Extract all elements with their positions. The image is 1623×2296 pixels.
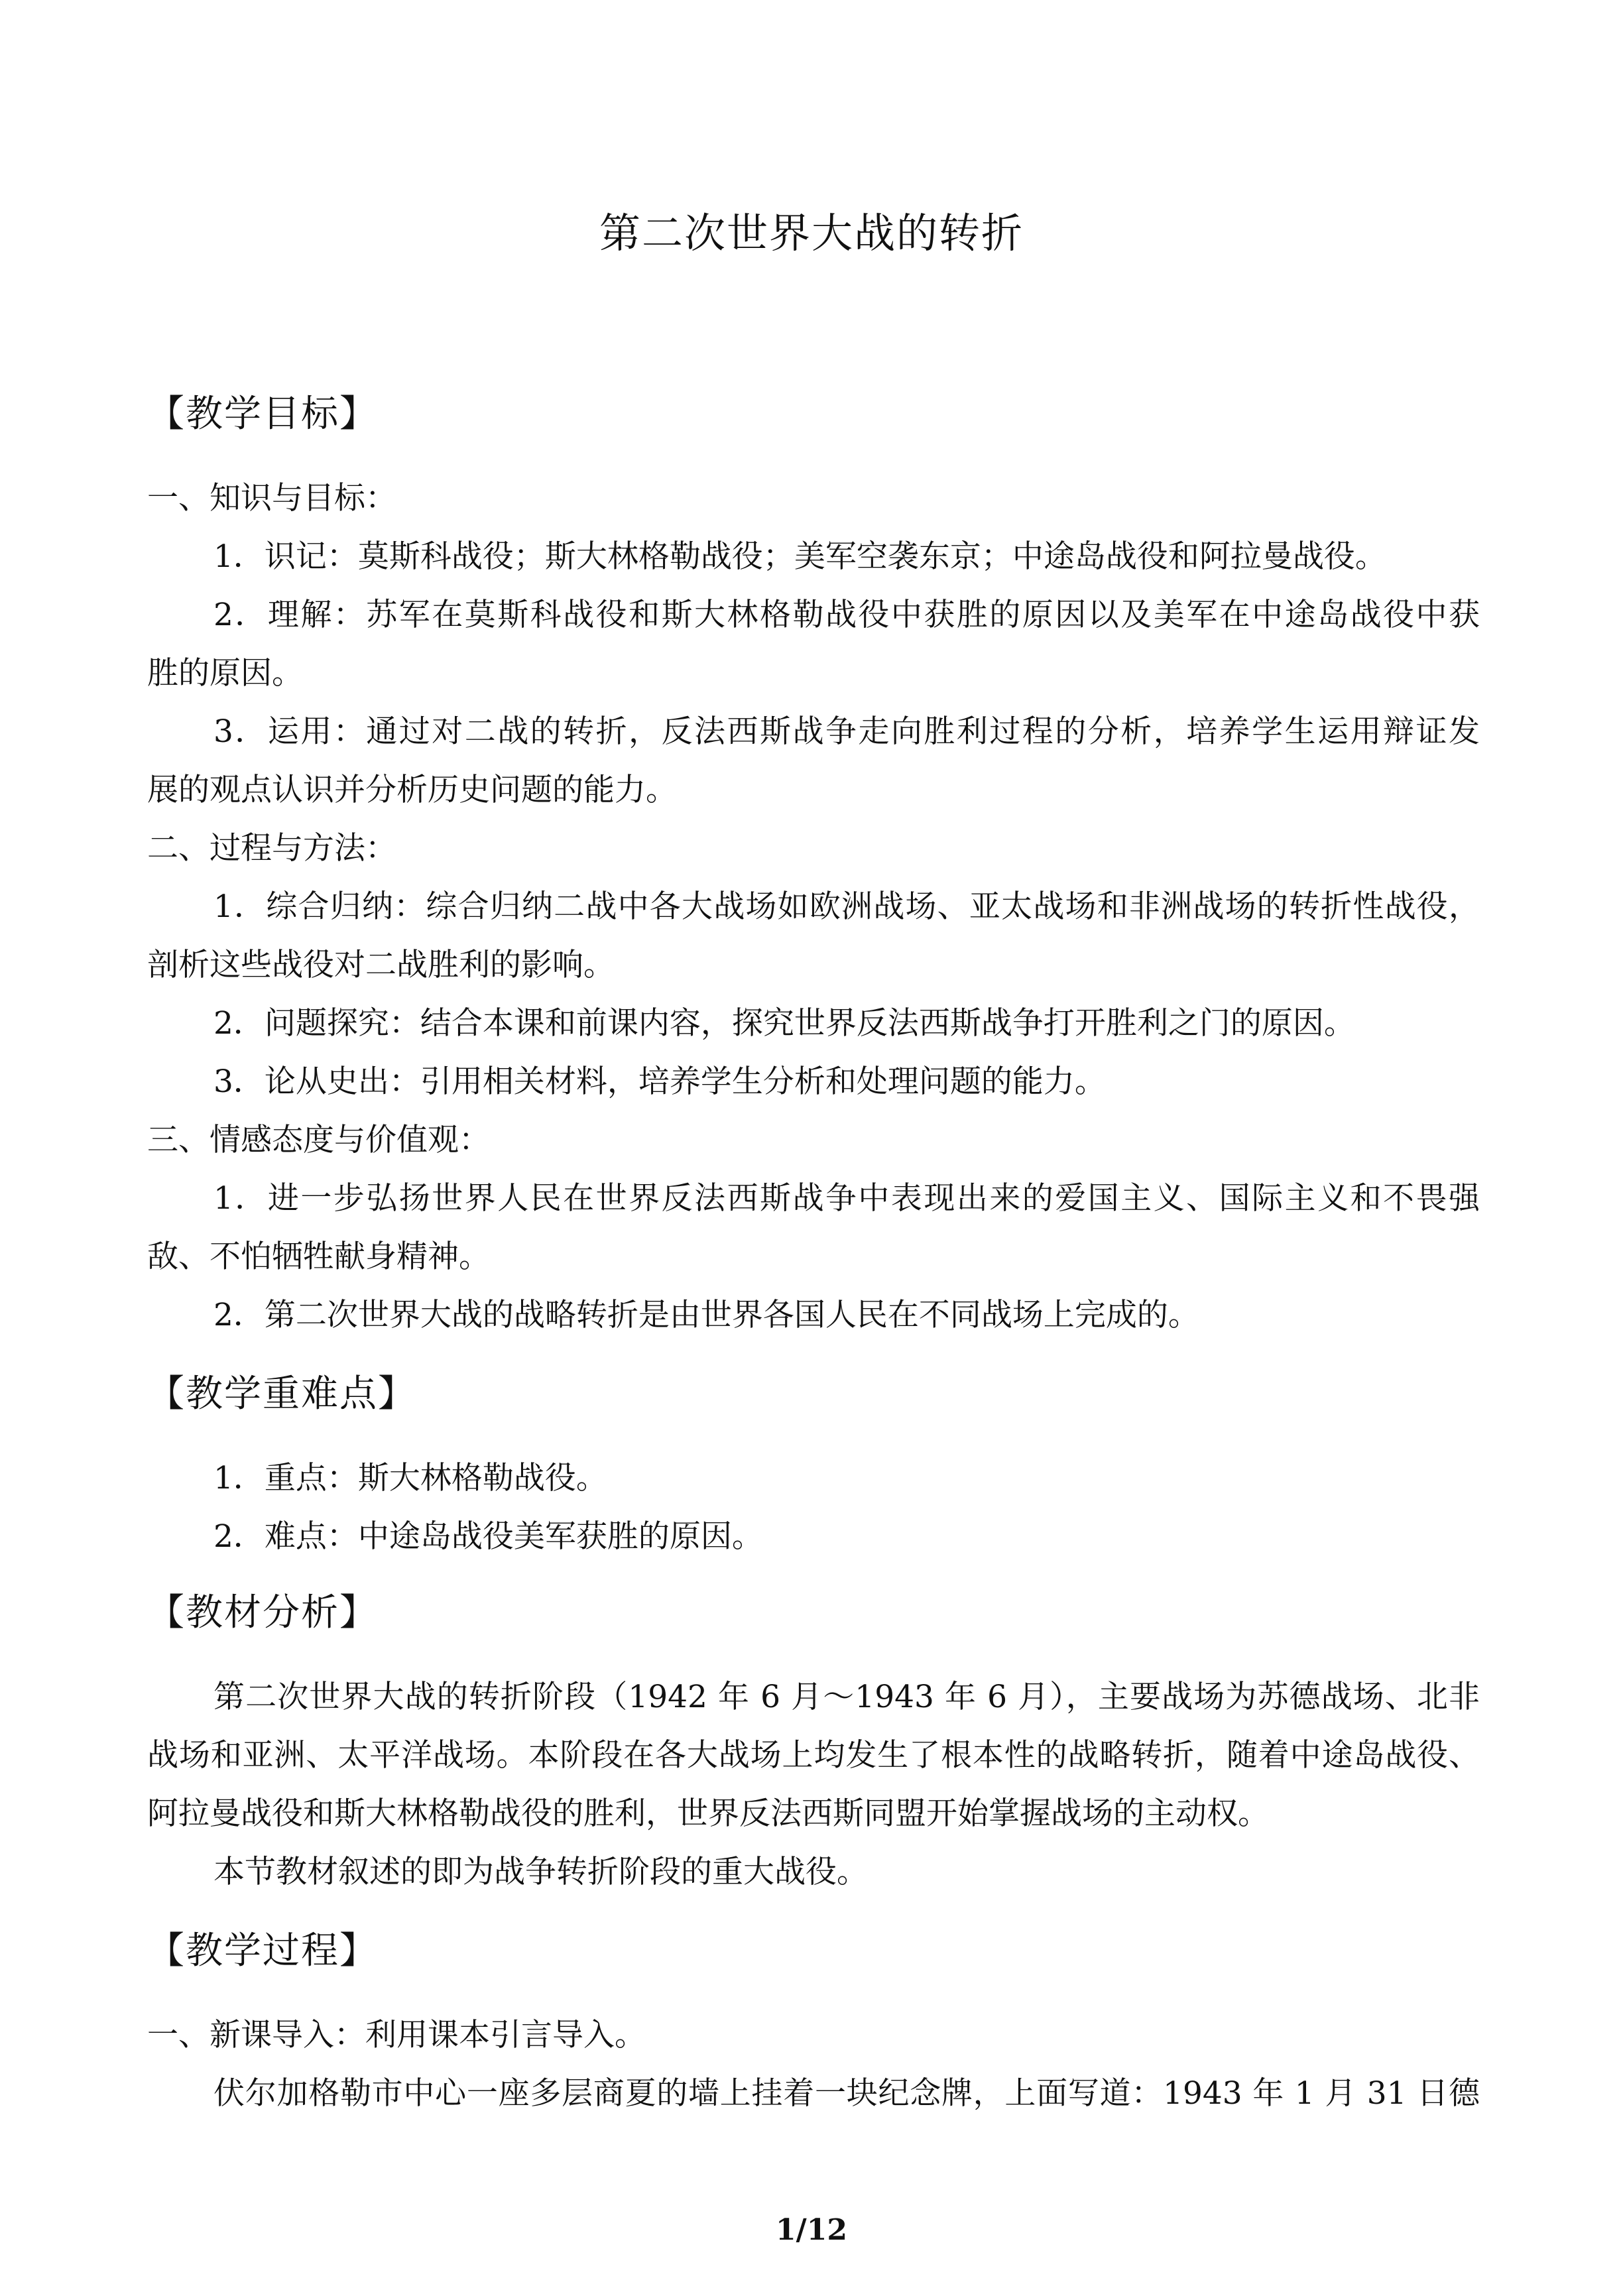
keypoints-item-2: 2．难点：中途岛战役美军获胜的原因。 xyxy=(213,1518,763,1555)
process-intro-text: 伏尔加格勒市中心一座多层商夏的墙上挂着一块纪念牌，上面写道：1943 年 1 月 31 日德 xyxy=(213,2075,1480,2112)
objectives-process-item-1-line-2: 剖析这些战役对二战胜利的影响。 xyxy=(147,947,615,983)
objectives-knowledge-title: 一、知识与目标： xyxy=(147,480,396,516)
heading-process: 【教学过程】 xyxy=(147,1929,378,1972)
heading-keypoints: 【教学重难点】 xyxy=(147,1372,416,1416)
analysis-paragraph-1-line-2: 战场和亚洲、太平洋战场。本阶段在各大战场上均发生了根本性的战略转折，随着中途岛战役、 xyxy=(147,1737,1480,1774)
heading-analysis: 【教材分析】 xyxy=(147,1591,378,1634)
analysis-paragraph-2: 本节教材叙述的即为战争转折阶段的重大战役。 xyxy=(213,1854,868,1890)
objectives-emotion-title: 三、情感态度与价值观： xyxy=(147,1122,490,1158)
objectives-emotion-item-2: 2．第二次世界大战的战略转折是由世界各国人民在不同战场上完成的。 xyxy=(213,1297,1199,1333)
process-intro-title: 一、新课导入：利用课本引言导入。 xyxy=(147,2017,646,2053)
objectives-process-item-2: 2．问题探究：结合本课和前课内容，探究世界反法西斯战争打开胜利之门的原因。 xyxy=(213,1005,1355,1042)
objectives-process-item-3: 3．论从史出：引用相关材料，培养学生分析和处理问题的能力。 xyxy=(213,1063,1106,1100)
objectives-knowledge-item-2-line-1: 2．理解：苏军在莫斯科战役和斯大林格勒战役中获胜的原因以及美军在中途岛战役中获 xyxy=(213,597,1480,633)
objectives-process-title: 二、过程与方法： xyxy=(147,830,396,867)
page-number: 1/12 xyxy=(776,2213,847,2247)
objectives-emotion-item-1-line-1: 1．进一步弘扬世界人民在世界反法西斯战争中表现出来的爱国主义、国际主义和不畏强 xyxy=(213,1180,1480,1217)
analysis-paragraph-1-line-1: 第二次世界大战的转折阶段（1942 年 6 月～1943 年 6 月），主要战场为苏德战场、北非 xyxy=(213,1679,1480,1715)
document-title: 第二次世界大战的转折 xyxy=(599,209,1024,257)
heading-objectives: 【教学目标】 xyxy=(147,393,378,436)
objectives-knowledge-item-3-line-1: 3．运用：通过对二战的转折，反法西斯战争走向胜利过程的分析，培养学生运用辩证发 xyxy=(213,713,1480,750)
objectives-process-item-1-line-1: 1．综合归纳：综合归纳二战中各大战场如欧洲战场、亚太战场和非洲战场的转折性战役， xyxy=(213,888,1480,925)
objectives-knowledge-item-3-line-2: 展的观点认识并分析历史问题的能力。 xyxy=(147,772,677,808)
objectives-emotion-item-1-line-2: 敌、不怕牺牲献身精神。 xyxy=(147,1239,490,1275)
objectives-knowledge-item-1: 1．识记：莫斯科战役；斯大林格勒战役；美军空袭东京；中途岛战役和阿拉曼战役。 xyxy=(213,538,1386,575)
keypoints-item-1: 1．重点：斯大林格勒战役。 xyxy=(213,1460,607,1496)
objectives-knowledge-item-2-line-2: 胜的原因。 xyxy=(147,655,303,692)
analysis-paragraph-1-line-3: 阿拉曼战役和斯大林格勒战役的胜利，世界反法西斯同盟开始掌握战场的主动权。 xyxy=(147,1795,1269,1832)
